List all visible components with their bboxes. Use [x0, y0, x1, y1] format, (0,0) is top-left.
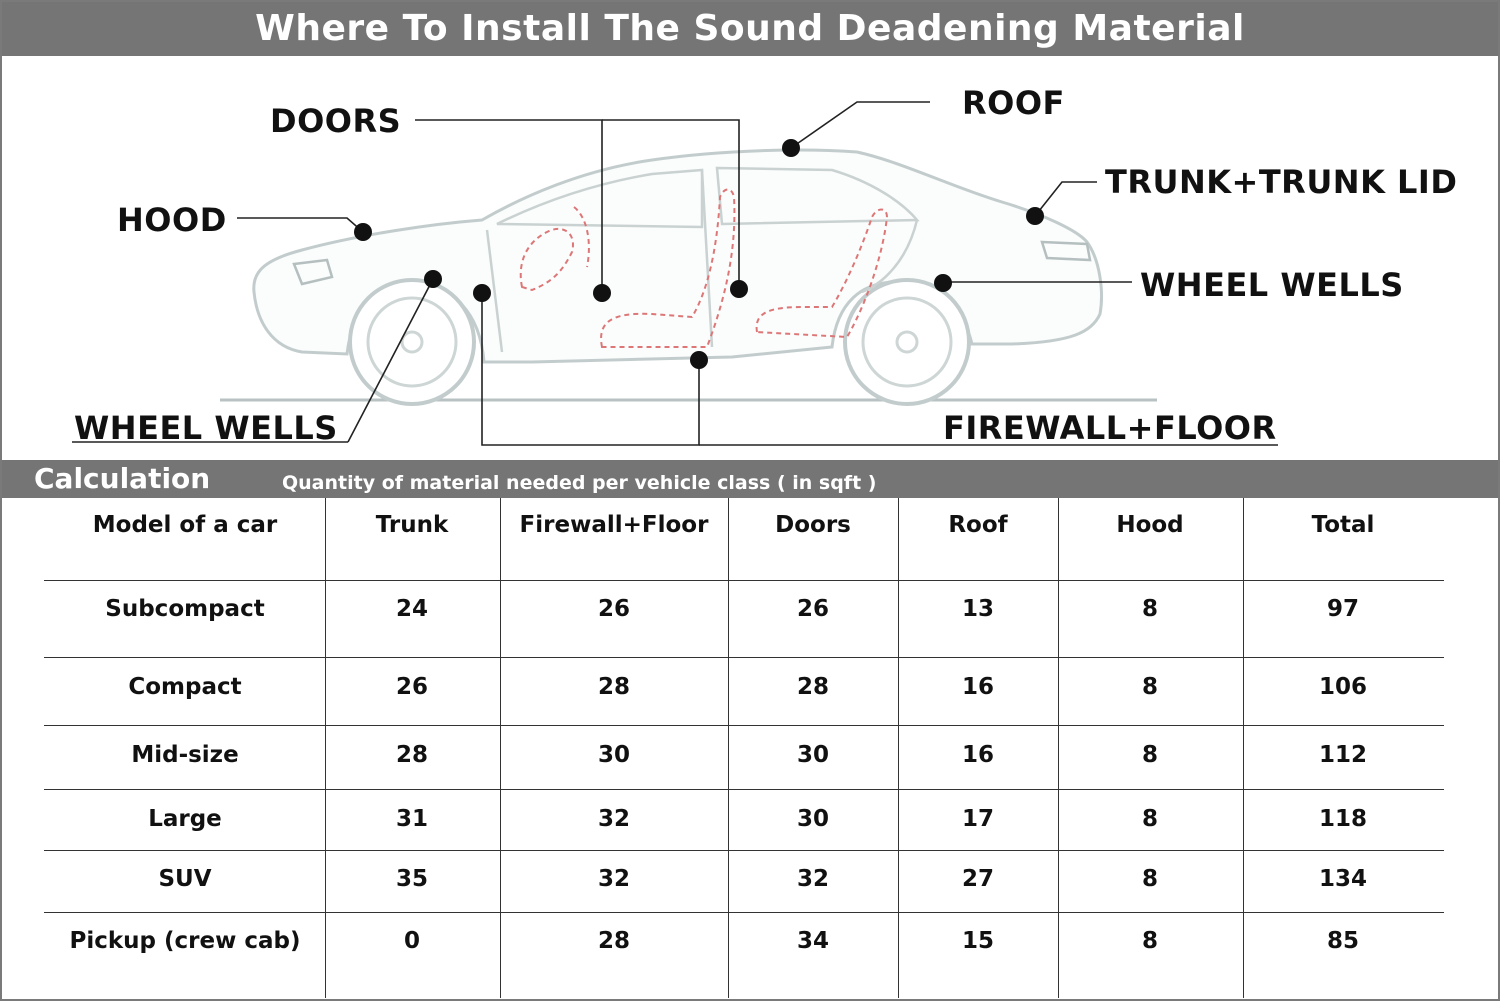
table-cell-total: 97 [1326, 596, 1359, 622]
label-trunk: TRUNK+TRUNK LID [1105, 163, 1458, 201]
label-wheel-wells-right: WHEEL WELLS [1140, 266, 1404, 304]
table-cell-total: 134 [1318, 866, 1367, 892]
table-cell-total: 106 [1318, 674, 1367, 700]
table-cell-firewall-floor: 26 [597, 596, 630, 622]
table-header-firewall-floor: Firewall+Floor [519, 512, 709, 538]
table-row-divider [44, 725, 1444, 726]
table-row-divider [44, 580, 1444, 581]
table-header-total: Total [1311, 512, 1375, 538]
table-cell-model: Large [148, 806, 222, 832]
table-cell-model: Compact [128, 674, 242, 700]
table-cell-doors: 34 [796, 928, 829, 954]
table-cell-hood: 8 [1141, 866, 1158, 892]
table-cell-firewall-floor: 32 [597, 806, 630, 832]
table-cell-model: Mid-size [131, 742, 239, 768]
table-cell-hood: 8 [1141, 742, 1158, 768]
label-firewall-floor: FIREWALL+FLOOR [943, 409, 1277, 447]
table-row-divider [44, 657, 1444, 658]
table-header-model: Model of a car [92, 512, 278, 538]
table-cell-trunk: 26 [395, 674, 428, 700]
table-cell-hood: 8 [1141, 928, 1158, 954]
table-cell-roof: 13 [961, 596, 994, 622]
table-cell-roof: 27 [961, 866, 994, 892]
table-header-hood: Hood [1116, 512, 1184, 538]
table-cell-total: 112 [1318, 742, 1367, 768]
table-cell-trunk: 28 [395, 742, 428, 768]
table-cell-total: 85 [1326, 928, 1359, 954]
label-doors: DOORS [270, 102, 402, 140]
table-cell-model: SUV [158, 866, 212, 892]
table-row-divider [44, 789, 1444, 790]
table-header-roof: Roof [948, 512, 1008, 538]
table-cell-doors: 26 [796, 596, 829, 622]
car-illustration [2, 56, 1498, 460]
table-header-doors: Doors [775, 512, 851, 538]
table-cell-firewall-floor: 28 [597, 928, 630, 954]
calculation-title: Calculation [34, 462, 211, 495]
table-cell-doors: 30 [796, 742, 829, 768]
table-cell-hood: 8 [1141, 806, 1158, 832]
table-cell-firewall-floor: 30 [597, 742, 630, 768]
table-cell-trunk: 0 [403, 928, 420, 954]
table-cell-hood: 8 [1141, 674, 1158, 700]
calculation-header [2, 460, 1498, 498]
table-cell-model: Subcompact [105, 596, 265, 622]
table-cell-trunk: 24 [395, 596, 428, 622]
table-row-divider [44, 912, 1444, 913]
table-cell-firewall-floor: 28 [597, 674, 630, 700]
table-cell-model: Pickup (crew cab) [69, 928, 301, 954]
car-diagram [2, 56, 1498, 460]
table-header-trunk: Trunk [375, 512, 449, 538]
table-cell-doors: 30 [796, 806, 829, 832]
table-cell-doors: 32 [796, 866, 829, 892]
table-cell-roof: 16 [961, 674, 994, 700]
table-cell-roof: 15 [961, 928, 994, 954]
table-row-divider [44, 850, 1444, 851]
table-cell-doors: 28 [796, 674, 829, 700]
table-cell-total: 118 [1318, 806, 1367, 832]
page-title: Where To Install The Sound Deadening Material [2, 2, 1498, 56]
label-roof: ROOF [962, 84, 1065, 122]
table-cell-trunk: 31 [395, 806, 428, 832]
table-cell-hood: 8 [1141, 596, 1158, 622]
label-hood: HOOD [117, 201, 227, 239]
table-cell-trunk: 35 [395, 866, 428, 892]
table-cell-roof: 17 [961, 806, 994, 832]
calculation-subtitle: Quantity of material needed per vehicle class ( in sqft ) [282, 472, 877, 494]
label-wheel-wells-left: WHEEL WELLS [74, 409, 338, 447]
table-cell-firewall-floor: 32 [597, 866, 630, 892]
table-cell-roof: 16 [961, 742, 994, 768]
material-table [2, 498, 1498, 999]
